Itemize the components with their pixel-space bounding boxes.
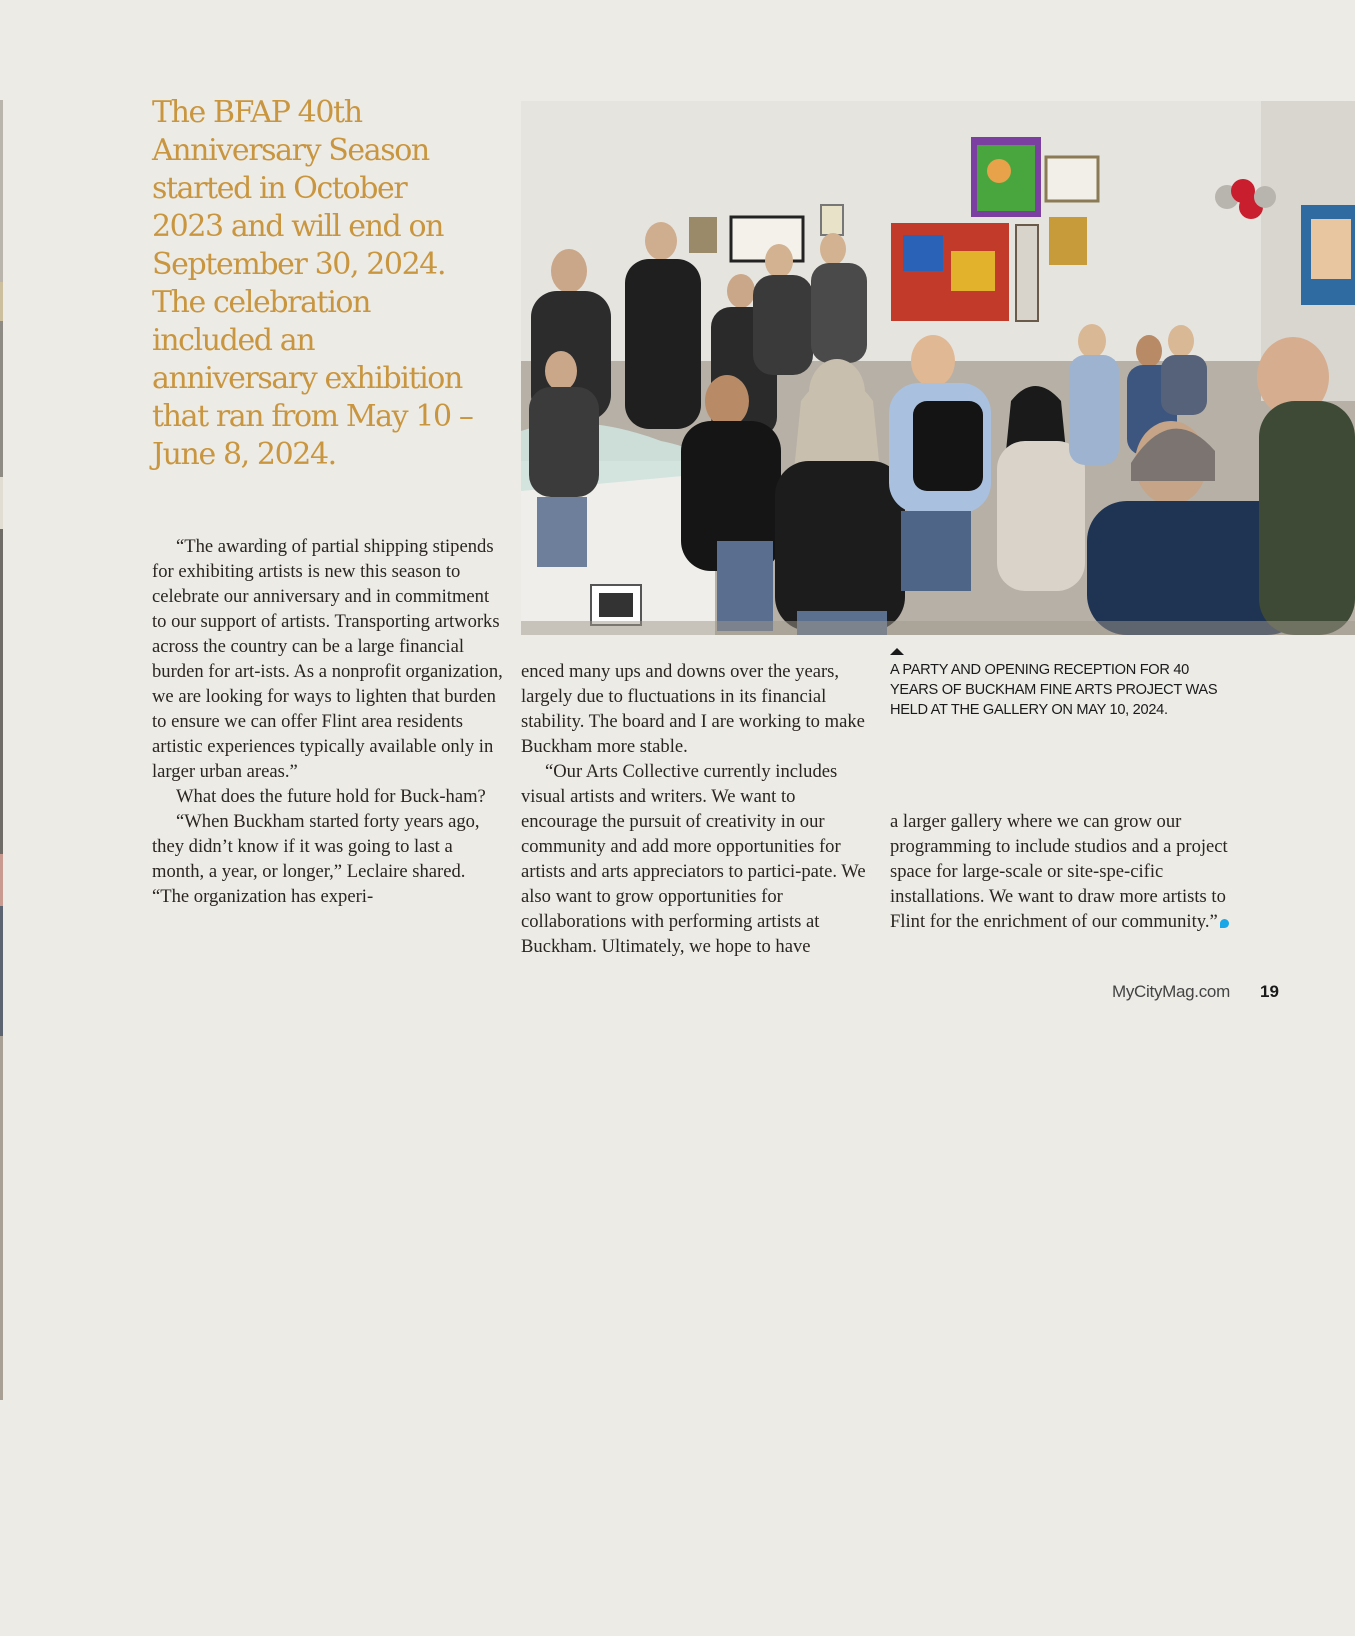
paragraph: “Our Arts Collective currently includes visual artists and writers. We want to encourage the pursuit of creativity in our community and add more opportunities for artists and arts appreciators to partici-pate. We also want to grow opportunities for collaborations with performing artists at Buckham. Ultimately, we hope to have bbox=[521, 761, 866, 957]
footer-site: MyCityMag.com bbox=[1112, 982, 1230, 1001]
photo-caption: A PARTY AND OPENING RECEPTION FOR 40 YEARS OF BUCKHAM FINE ARTS PROJECT WAS HELD AT THE GALLERY ON MAY 10, 2024. bbox=[890, 662, 1218, 718]
paragraph: “The awarding of partial shipping stipends for exhibiting artists is new this season to celebrate our anniversary and in commitment to our support of artists. Transporting artworks across the country can be a large financial burden for art-ists. As a nonprofit organization, we are looking for ways to lighten that burden to ensure we can offer Flint area residents artistic experiences typically available only in larger urban areas.” bbox=[152, 536, 503, 782]
pull-quote: The BFAP 40th Anniversary Season started in October 2023 and will end on September 30, 2024. The celebration included an anniversary exhibition that ran from May 10 – June 8, 2024. bbox=[152, 95, 473, 472]
paragraph-text: a larger gallery where we can grow our programming to include studios and a project space for large-scale or site-spe-cific installations. We want to draw more artists to Flint for the enrichment of our community.” bbox=[890, 811, 1228, 932]
adjacent-page-edge bbox=[0, 100, 3, 1400]
body-column-1 bbox=[152, 534, 504, 909]
page-number: 19 bbox=[1260, 982, 1279, 1001]
body-column-3 bbox=[890, 809, 1242, 934]
paragraph: “When Buckham started forty years ago, they didn’t know if it was going to last a month, a year, or longer,” Leclaire shared. “The organization has experi- bbox=[152, 811, 480, 907]
paragraph: What does the future hold for Buck-ham? bbox=[176, 786, 486, 807]
paragraph bbox=[890, 809, 1242, 934]
end-mark-icon bbox=[1220, 919, 1229, 928]
paragraph: enced many ups and downs over the years, largely due to fluctuations in its financial stability. The board and I are working to make Buckham more stable. bbox=[521, 661, 865, 757]
photo-illustration bbox=[521, 101, 1355, 635]
gallery-reception-photo bbox=[521, 101, 1355, 635]
body-column-2 bbox=[521, 659, 873, 959]
caption-pointer-icon bbox=[890, 648, 904, 655]
